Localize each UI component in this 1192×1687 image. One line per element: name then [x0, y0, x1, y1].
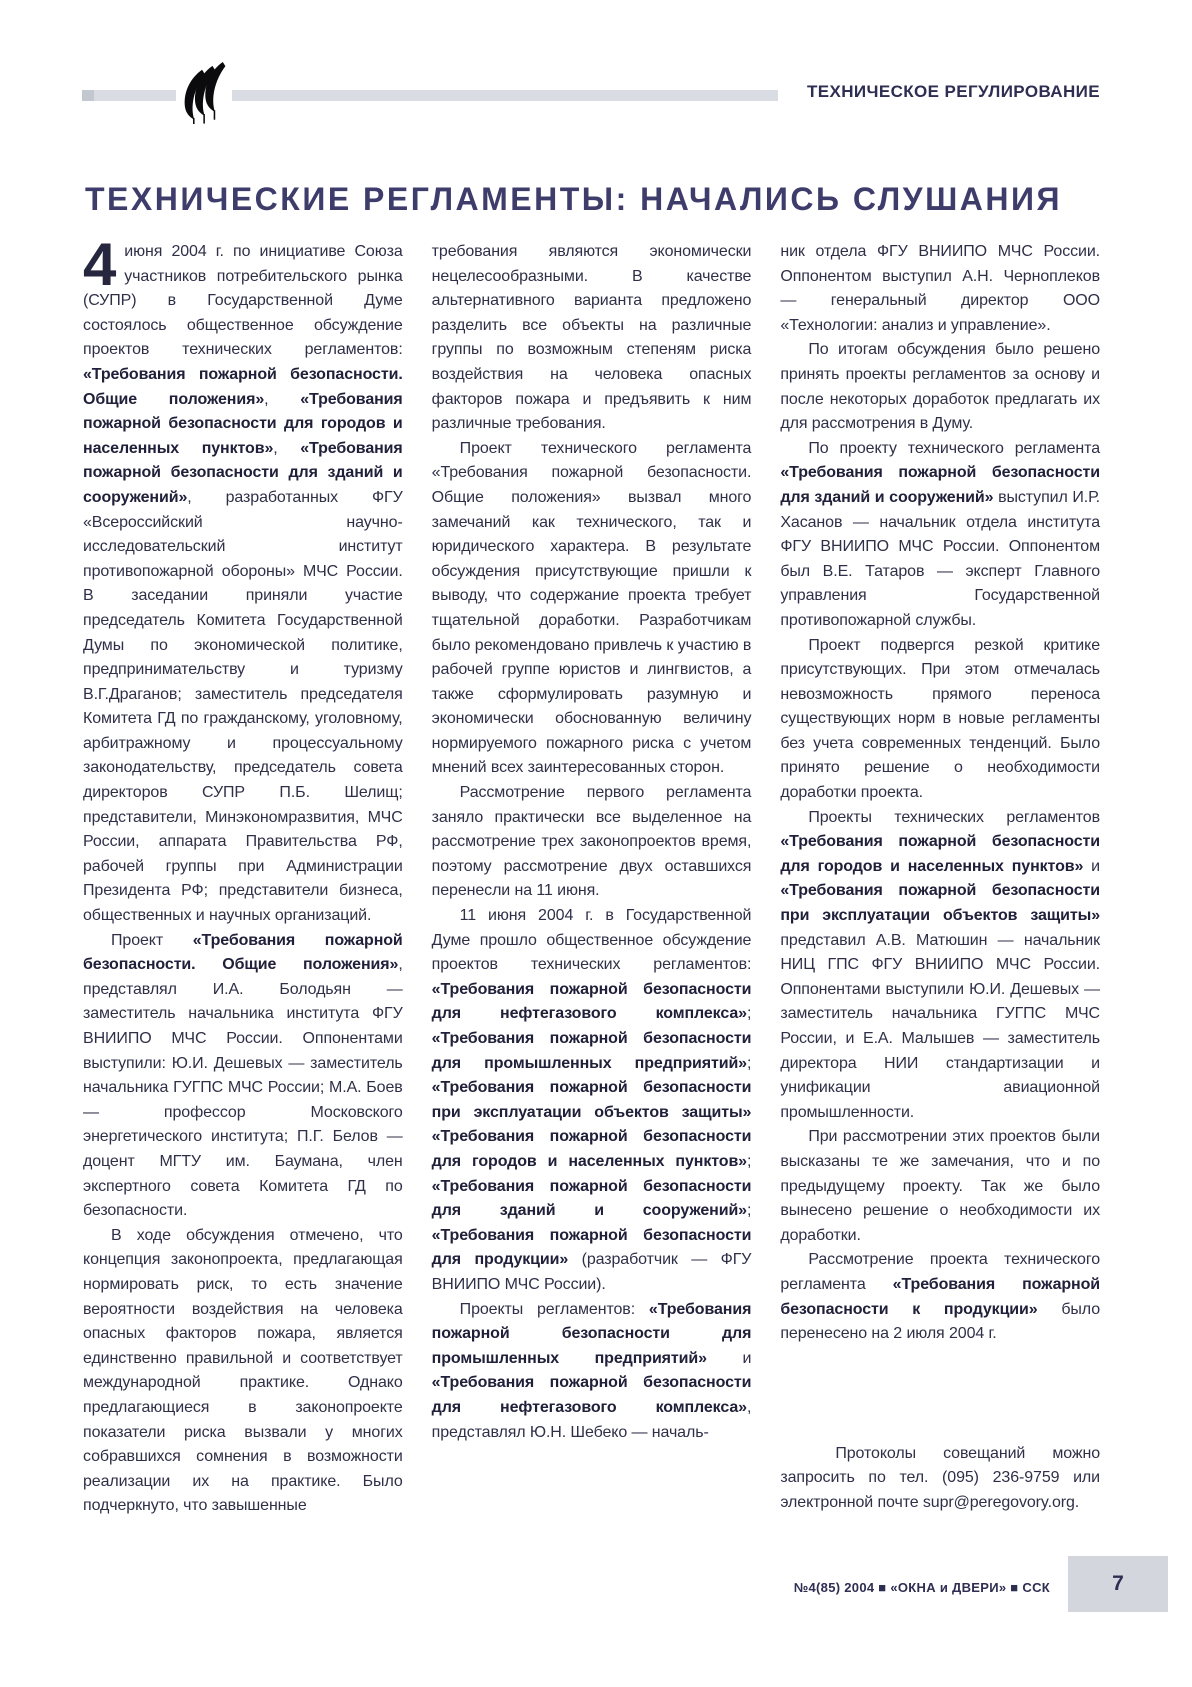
paragraph: По итогам обсуждения было решено принять проекты регламентов за основу и после некоторых доработок предлагать их для рассмотрения в Думу. [780, 341, 1101, 433]
paragraph: Проект подвергся резкой критике присутствующих. При этом отмечалась невозможность прямого переноса существующих норм в новые регламенты без учета современных тенденций. Было принято решение о необходимости доработки проекта. [780, 636, 1101, 802]
paragraph: Рассмотрение проекта технического регламента «Требования пожарной безопасности к продукции» было перенесено на 2 июля 2004 г. [780, 1251, 1101, 1343]
header-rule-right [232, 90, 778, 101]
paragraph: При рассмотрении этих проектов были высказаны те же замечания, что и по предыдущему проекту. Так же было вынесено решение о необходимости их доработки. [780, 1128, 1101, 1244]
paragraph: Проект «Требования пожарной безопасности. Общие положения», представлял И.А. Болодьян — заместитель начальника института ФГУ ВНИИПО МЧС России. Оппонентами выступили: Ю.И. Дешевых — заместитель начальника ГУГПС МЧС России; М.А. Боев — профессор Московского энергетического института; П.Г. Белов — доцент МГТУ им. Баумана, член экспертного совета Комитета ГД по безопасности. [83, 931, 403, 1220]
paragraph: Рассмотрение первого регламента заняло практически все выделенное на рассмотрение трех законопроектов время, поэтому рассмотрение двух оставшихся перенесли на 11 июня. [431, 784, 752, 900]
header-rule-cap [82, 90, 94, 101]
article-column-2 [432, 240, 752, 1445]
contact-paragraph: Протоколы совещаний можно запросить по тел. (095) 236-9759 или электронной почте supr@peregovory.org. [780, 1444, 1101, 1511]
paragraph: ник отдела ФГУ ВНИИПО МЧС России. Оппонентом выступил А.Н. Черноплеков — генеральный директор ООО «Технологии: анализ и управление». [780, 243, 1101, 334]
paragraph: Проекты технических регламентов «Требования пожарной безопасности для городов и населенных пунктов» и «Требования пожарной безопасности при эксплуатации объектов защиты» представил А.В. Матюшин — начальник НИЦ ГПС ФГУ ВНИИПО МЧС России. Оппонентами выступили Ю.И. Дешевых — заместитель начальника ГУГПС МЧС России, и Е.А. Малышев — заместитель директора НИИ стандартизации и унификации авиационной промышленности. [780, 808, 1101, 1121]
article-title: ТЕХНИЧЕСКИЕ РЕГЛАМЕНТЫ: НАЧАЛИСЬ СЛУШАНИЯ [85, 181, 1062, 218]
page-number-box [1068, 1556, 1168, 1612]
header-rule-left [94, 90, 176, 101]
drop-cap: 4 [83, 231, 117, 298]
paragraph: Проект технического регламента «Требования пожарной безопасности. Общие положения» вызвал много замечаний как технического, так и юридического характера. В результате обсуждения присутствующие пришли к выводу, что содержание проекта требует тщательной доработки. Разработчикам было рекомендовано привлечь к участию в рабочей группе юристов и лингвистов, а также сформулировать разумную и экономически обоснованную величину нормируемого пожарного риска с учетом мнений всех заинтересованных сторон. [431, 439, 752, 777]
paragraph: 11 июня 2004 г. в Государственной Думе прошло общественное обсуждение проектов технических регламентов: «Требования пожарной безопасности для нефтегазового комплекса»; «Требования пожарной безопасности для промышленных предприятий»; «Требования пожарной безопасности при эксплуатации объектов защиты» «Требования пожарной безопасности для городов и населенных пунктов»; «Требования пожарной безопасности для зданий и сооружений»; «Требования пожарной безопасности для продукции» (разработчик — ФГУ ВНИИПО МЧС России). [431, 907, 752, 1293]
footer-issue-line: №4(85) 2004 ■ «ОКНА и ДВЕРИ» ■ ССК [793, 1580, 1050, 1595]
article-column-3 [780, 240, 1100, 1516]
section-label: ТЕХНИЧЕСКОЕ РЕГУЛИРОВАНИЕ [806, 82, 1100, 101]
paragraph: Проекты регламентов: «Требования пожарной безопасности для промышленных предприятий» и «Требования пожарной безопасности для нефтегазового комплекса», представлял Ю.Н. Шебеко — началь- [431, 1300, 752, 1441]
paragraph: 4 июня 2004 г. по инициативе Союза участников потребительского рынка (СУПР) в Государственной Думе состоялось общественное обсуждение проектов технических регламентов: «Требования пожарной безопасности. Общие положения», «Требования пожарной безопасности для городов и населенных пунктов», «Требования пожарной безопасности для зданий и сооружений», разработанных ФГУ «Всероссийский научно-исследовательский институт противопожарной обороны» МЧС России. В заседании приняли участие председатель Комитета Государственной Думы по экономической политике, предпринимательству и туризму В.Г.Драганов; заместитель председателя Комитета ГД по гражданскому, уголовному, арбитражному и процессуальному законодательству, председатель совета директоров СУПР П.Б. Шелищ; представители, Минэкономразвития, МЧС России, аппарата Правительства РФ, рабочей группы при Администрации Президента РФ; представители бизнеса, общественных и научных организаций. [83, 231, 403, 925]
page-number: 7 [1112, 1572, 1124, 1595]
paragraph: В ходе обсуждения отмечено, что концепция законопроекта, предлагающая нормировать риск, то есть значение вероятности воздействия на человека опасных факторов пожара, является единственно правильной и соответствует международной практике. Однако предлагающиеся в законопроекте показатели риска вызвали у многих собравшихся сомнения в возможности реализации их на практике. Было подчеркнуто, что завышенные [83, 1226, 403, 1515]
paragraph: требования являются экономически нецелесообразными. В качестве альтернативного варианта предложено разделить все объекты на различные группы по возможным степеням риска воздействия на человека опасных факторов пожара и предъявить к ним различные требования. [431, 243, 752, 433]
article-column-1 [83, 231, 403, 1519]
article-body [83, 231, 1101, 1519]
paragraph: По проекту технического регламента «Требования пожарной безопасности для зданий и сооружений» выступил И.Р. Хасанов — начальник отдела института ФГУ ВНИИПО МЧС России. Оппонентом был В.Е. Татаров — эксперт Главного управления Государственной противопожарной службы. [780, 439, 1101, 629]
three-leaves-logo-icon [176, 62, 230, 124]
